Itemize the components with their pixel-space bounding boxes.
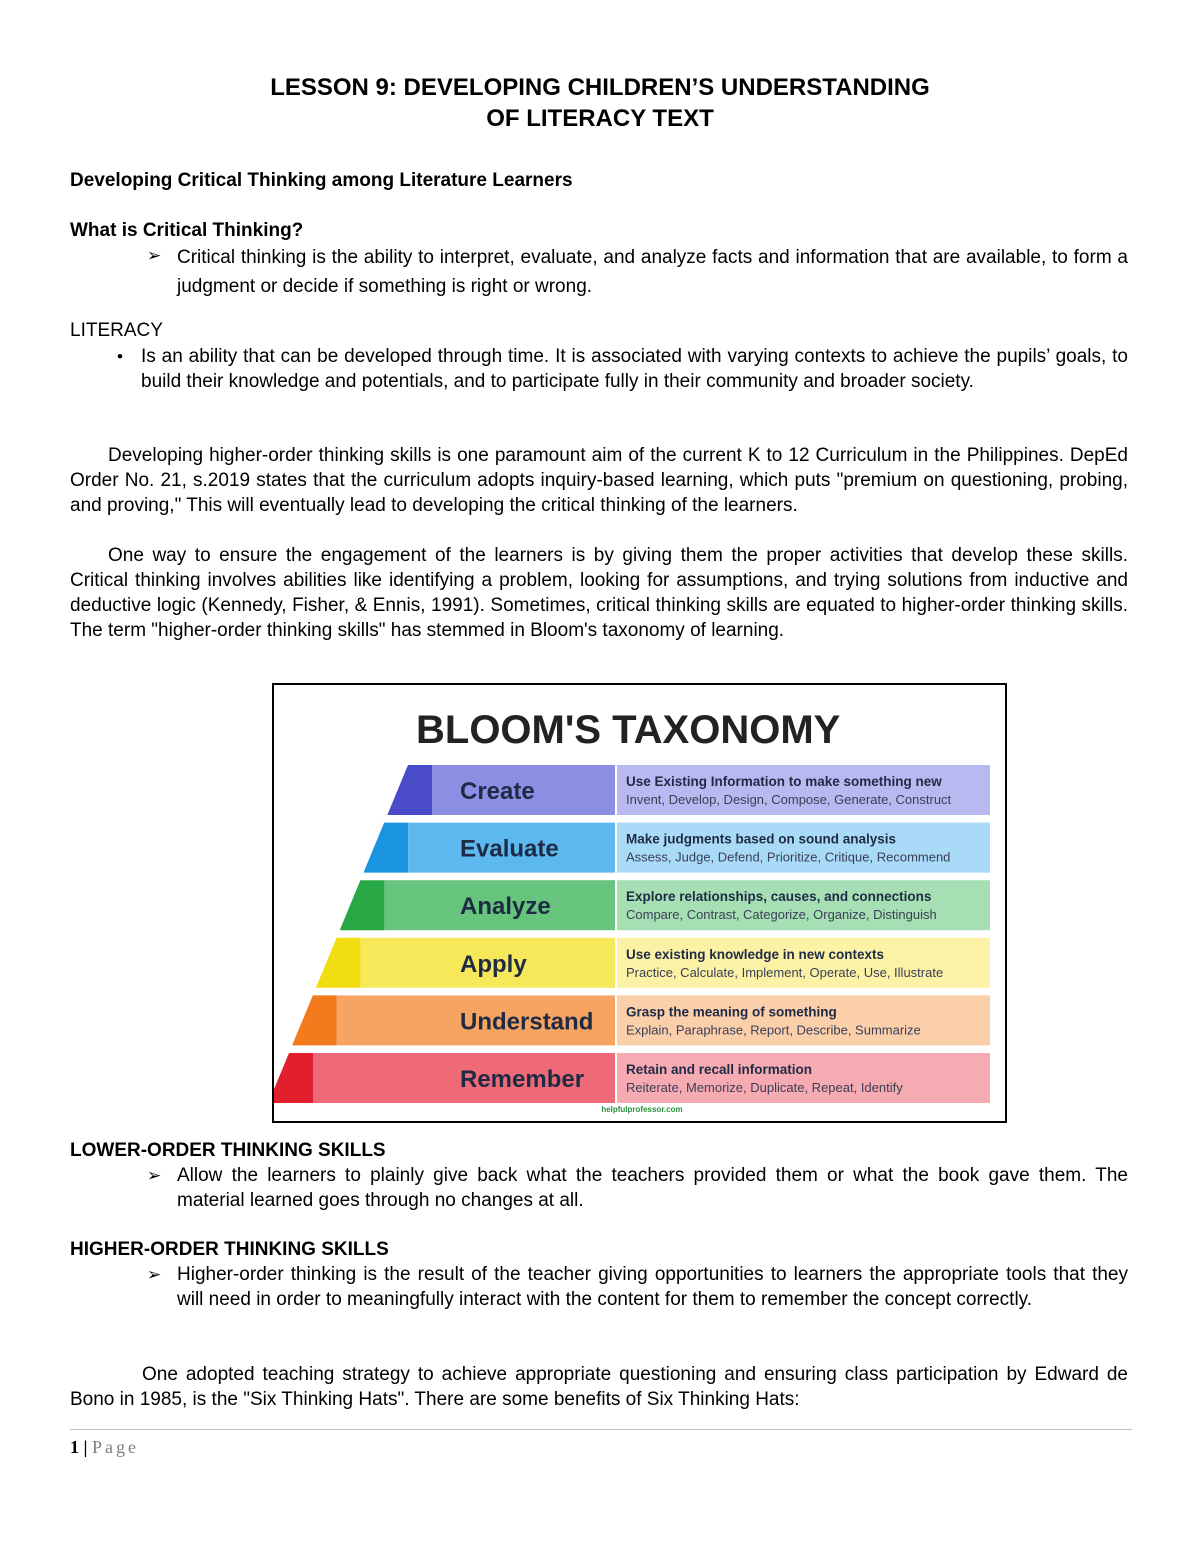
- level-slant-apply: [316, 938, 361, 988]
- level-desc-band-evaluate: [616, 823, 990, 873]
- critical-thinking-definition: Critical thinking is the ability to interpret, evaluate, and analyze facts and information that are available, to form a judgment or decide if something is right or wrong.: [177, 247, 1128, 297]
- page-footer: [70, 1436, 139, 1458]
- level-desc-title-apply: Use existing knowledge in new contexts: [626, 946, 885, 962]
- level-desc-sub-evaluate: Assess, Judge, Defend, Prioritize, Critique, Recommend: [626, 849, 951, 865]
- closing-paragraph: One adopted teaching strategy to achieve appropriate questioning and ensuring class participation by Edward de Bono in 1985, is the "Six Thinking Hats". There are some benefits of Six Thinking Hats:: [70, 1364, 1128, 1410]
- level-desc-title-analyze: Explore relationships, causes, and connections: [626, 889, 932, 905]
- lower-order-heading: LOWER-ORDER THINKING SKILLS: [70, 1140, 386, 1161]
- level-name-apply: Apply: [460, 950, 527, 978]
- level-desc-band-apply: [616, 938, 990, 988]
- page-label: Page: [91, 1437, 139, 1457]
- level-slant-evaluate: [363, 823, 408, 873]
- page-number: 1: [70, 1437, 79, 1457]
- paragraph-1: Developing higher-order thinking skills is one paramount aim of the current K to 12 Curriculum in the Philippines. DepEd Order No. 21, s.2019 states that the curriculum adopts inquiry-based learning, which puts "premium on questioning, probing, and proving," This will eventually lead to developing the critical thinking of the learners.: [70, 445, 1128, 516]
- level-desc-band-create: [616, 765, 990, 815]
- literacy-definition: Is an ability that can be developed through time. It is associated with varying contexts to achieve the pupils’ goals, to build their knowledge and potentials, and to participate fully in their community and broader society.: [141, 346, 1128, 392]
- level-desc-title-evaluate: Make judgments based on sound analysis: [626, 831, 897, 847]
- level-name-evaluate: Evaluate: [460, 835, 559, 863]
- footer-divider: [70, 1429, 1132, 1430]
- dot-bullet-icon: •: [117, 347, 123, 366]
- level-name-create: Create: [460, 778, 535, 805]
- level-desc-sub-analyze: Compare, Contrast, Categorize, Organize, Distinguish: [626, 907, 937, 923]
- higher-order-heading: HIGHER-ORDER THINKING SKILLS: [70, 1239, 389, 1260]
- level-desc-sub-understand: Explain, Paraphrase, Report, Describe, Summarize: [626, 1022, 921, 1038]
- level-desc-sub-remember: Reiterate, Memorize, Duplicate, Repeat, Identify: [626, 1080, 903, 1095]
- blooms-credit: helpfulprofessor.com: [601, 1105, 683, 1114]
- level-desc-sub-create: Invent, Develop, Design, Compose, Generate, Construct: [626, 792, 952, 807]
- arrow-bullet-icon: ➢: [147, 1166, 162, 1185]
- level-desc-title-remember: Retain and recall information: [626, 1062, 813, 1077]
- higher-order-description: Higher-order thinking is the result of the teacher giving opportunities to learners the appropriate tools that they will need in order to meaningfully interact with the content for them to remember the concept correctly.: [177, 1264, 1128, 1310]
- level-desc-title-understand: Grasp the meaning of something: [626, 1004, 837, 1020]
- arrow-bullet-icon: ➢: [147, 1265, 162, 1284]
- level-name-analyze: Analyze: [460, 893, 551, 921]
- lesson-title-line-2: OF LITERACY TEXT: [486, 105, 714, 132]
- level-slant-understand: [292, 995, 337, 1045]
- paragraph-2: One way to ensure the engagement of the learners is by giving them the proper activities that develop these skills. Critical thinking involves abilities like identifying a problem, looking for assumptions, and trying solutions from inductive and deductive logic (Kennedy, Fisher, & Ennis, 1991). Sometimes, critical thinking skills are equated to higher-order thinking skills. The term "higher-order thinking skills" has stemmed in Bloom's taxonomy of learning.: [70, 545, 1128, 641]
- level-desc-band-analyze: [616, 880, 990, 930]
- level-name-remember: Remember: [460, 1066, 585, 1093]
- level-slant-analyze: [340, 880, 385, 930]
- level-desc-band-understand: [616, 995, 990, 1045]
- critical-thinking-question: What is Critical Thinking?: [70, 220, 304, 241]
- blooms-taxonomy-diagram: [274, 685, 1005, 1121]
- level-desc-sub-apply: Practice, Calculate, Implement, Operate, Use, Illustrate: [626, 964, 944, 980]
- footer-separator: |: [83, 1437, 88, 1457]
- level-name-understand: Understand: [460, 1008, 594, 1036]
- lesson-title-line-1: LESSON 9: DEVELOPING CHILDREN’S UNDERSTANDING: [270, 74, 930, 101]
- level-desc-title-create: Use Existing Information to make something new: [626, 774, 942, 789]
- lower-order-description: Allow the learners to plainly give back what the teachers provided them or what the book gave them. The material learned goes through no changes at all.: [177, 1165, 1128, 1211]
- level-desc-band-remember: [616, 1053, 990, 1103]
- blooms-taxonomy-figure: [272, 683, 1007, 1123]
- section-heading: Developing Critical Thinking among Literature Learners: [70, 170, 573, 191]
- literacy-heading: LITERACY: [70, 320, 163, 341]
- arrow-bullet-icon: ➢: [147, 246, 162, 265]
- blooms-title: BLOOM'S TAXONOMY: [416, 708, 841, 752]
- level-slant-create: [387, 765, 432, 815]
- level-slant-remember: [274, 1053, 313, 1103]
